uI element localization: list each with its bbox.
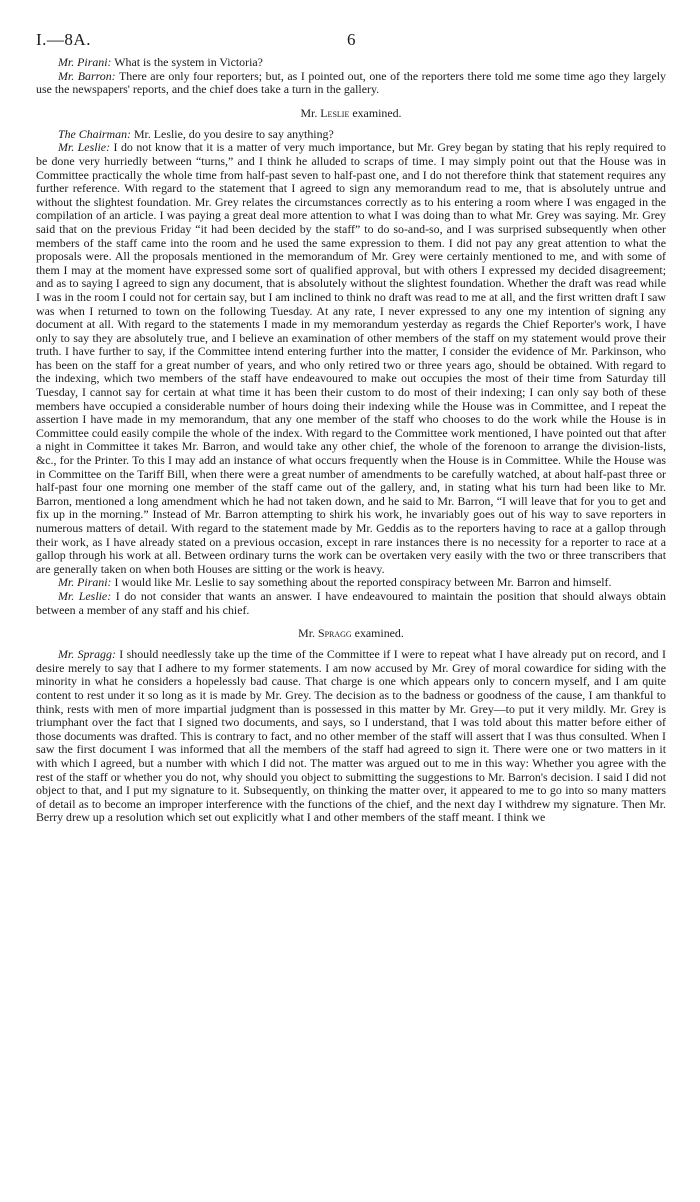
paragraph (36, 576, 666, 590)
paragraph-text: Mr. Leslie, do you desire to say anything? (131, 126, 334, 141)
document-page (36, 30, 666, 825)
paragraph-text: I should needlessly take up the time of the Committee if I were to repeat what I have already put on record, and I desire merely to say that I adhere to my former statements. I am now accused by Mr. Grey of moral cowardice for siding with the minority in what he considers a hopelessly bad cause. That charge is one which appears only to concern myself, and I am quite content to rest under it so long as it is made by Mr. Grey. The decision as to the badness or goodness of the cause, I am thankful to think, rests with men of more impartial judgment than is possessed in this matter by Mr. Grey—to put it very mildly. Mr. Grey is triumphant over the fact that I signed two documents, and says, so I understand, that I was told about this matter before either of those documents was drafted. This is contrary to fact, and no other member of the staff will assert that I was thus consulted. When I saw the first document I was informed that all the members of the staff had agreed to sign it. There were one or two matters in it with which I agreed, but a number with which I did not. The matter was argued out to me in this way: Whether you agree with the rest of the staff or whether you do not, why should you object to submitting the suggestions to Mr. Barron's decision. I said I did not object to that, and I put my signature to it. Subsequently, on thinking the matter over, it appeared to me to go into so many matters of detail as to become an improper interference with the functions of the chief, and the next day I withdrew my signature. Then Mr. Berry drew up a resolution which set out explicitly what I and other members of the staff meant. I think we (36, 647, 666, 825)
speaker-name: Mr. Spragg: (58, 647, 116, 662)
section-heading: Mr. Leslie examined. (300, 105, 402, 120)
speaker-name: Mr. Leslie: (58, 588, 112, 603)
paragraph (36, 70, 666, 97)
paragraph (36, 141, 666, 576)
paragraph (36, 128, 666, 142)
speaker-name: Mr. Pirani: (58, 575, 112, 590)
document-reference: I.—8A. (36, 30, 91, 49)
witness-name: Spragg (317, 626, 352, 641)
paragraph-text: I do not know that it is a matter of very much importance, but Mr. Grey began by stating that his reply required to be done very hurriedly between “turns,” and I think he alluded to scraps of time. I may simply point out that the House was in Committee practically the whole time from half-past seven to half-past one, and I do not therefore think that statement requires any further reference. With regard to the statement that I agreed to sign any memorandum read to me, that is absolutely untrue and without the slightest foundation. Mr. Grey relates the circumstances correctly as to his entering a room where I was engaged in the compilation of an article. I was paying a great deal more attention to what I was doing than to what Mr. Grey was saying. Mr. Grey said that on the previous Friday “it had been decided by the staff” to do so-and-so, and I was surprised subsequently when other members of the staff came into the room and he used the same expression to them. I did not pay any great attention to what the proposals were. All the proposals mentioned in the memorandum of Mr. Grey were certainly mentioned to me, and with some of them I may at the moment have expressed some sort of qualified approval, but with others I expressed my decided disagreement; and as to saying I agreed to sign any document, that is absolutely without the slightest foundation. Whether the draft was read while I was in the room I could not for certain say, but I am inclined to think no draft was read to me at all, and the first written draft I saw was when I returned to town on the following Tuesday. At any rate, I never expressed to any one my intention of signing any document at all. With regard to the statements I made in my memorandum yesterday as regards the Chief Reporter's work, I have only to say they are absolutely true, and I believe an examination of other members of the staff on my statement would prove their truth. I have further to say, if the Committee intend entering further into the matter, I consider the evidence of Mr. Parkinson, who has been on the staff for a great number of years, and who only retired two or three years ago, should be obtained. With regard to the indexing, which two members of the staff have endeavoured to make out occupies the most of their time from Saturday till Tuesday, I cannot say for certain at what time it has been their custom to do most of their indexing; I can only say both of these members have occupied a considerable number of hours doing their indexing while the House was in Committee, and I repeat the assertion I have made in my memorandum, that any one member of the staff who chooses to do the work while the House is in Committee could easily compile the whole of the index. With regard to the Committee work mentioned, I have pointed out that after a night in Committee it takes Mr. Barron, and would take any other chief, the whole of the forenoon to arrange the division-lists, &c., for the Printer. To this I may add an instance of what occurs frequently when the House is in Committee. While the House was in Committee on the Tariff Bill, when there were a great number of amendments to be carefully watched, at about half-past three or half-past four one morning one member of the staff came out of the gallery, and, in stating what his turn had been like to Mr. Barron, mentioned a long amendment which he had not taken down, and he said to Mr. Barron, “I will leave that for you to get and fix up in the morning.” Instead of Mr. Barron attempting to shirk his work, he invariably goes out of his way to save reporters in numerous matters of detail. With regard to the statement made by Mr. Geddis as to the reporters having to race at a gallop through their work, as I have already stated on a previous occasion, except in rare instances there is no necessity for a reporter to race at a gallop through his work at all. Between ordinary turns the work can be overtaken very easily with the two or three transcribers that are generally taken on when both Houses are sitting or the work is heavy. (36, 140, 666, 576)
witness-name: Leslie (320, 105, 350, 120)
paragraph (36, 56, 666, 70)
paragraph-text: What is the system in Victoria? (111, 55, 263, 69)
paragraph-text: I do not consider that wants an answer. I have endeavoured to maintain the position that should always obtain between a member of any staff and his chief. (36, 588, 666, 617)
speaker-name: The Chairman: (58, 126, 131, 141)
paragraph-text: I would like Mr. Leslie to say something about the reported conspiracy between Mr. Barron and himself. (111, 575, 612, 590)
paragraph (36, 590, 666, 617)
page-number: 6 (347, 30, 356, 49)
section-heading: Mr. Spragg examined. (298, 626, 404, 641)
paragraph (36, 648, 666, 825)
paragraph-text: There are only four reporters; but, as I pointed out, one of the reporters there told me some time ago they largely use the newspapers' reports, and the chief does take a turn in the gallery. (36, 68, 666, 97)
speaker-name: Mr. Leslie: (58, 140, 111, 155)
speaker-name: Mr. Barron: (58, 68, 116, 83)
page-header (36, 30, 666, 56)
speaker-name: Mr. Pirani: (58, 55, 112, 69)
